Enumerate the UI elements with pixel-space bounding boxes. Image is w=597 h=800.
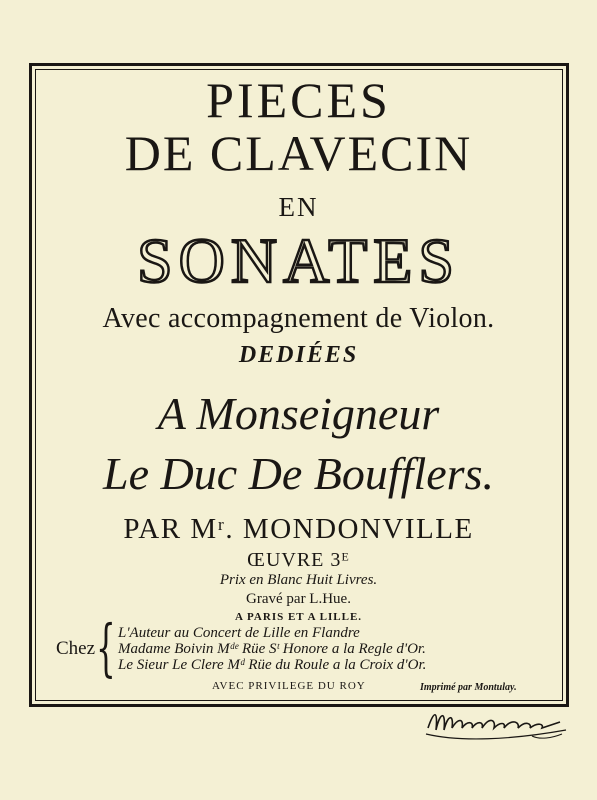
engraver-line: Gravé par L.Hue.	[246, 591, 351, 607]
author-line: PAR Mʳ. MONDONVILLE	[123, 513, 474, 545]
price-line: Prix en Blanc Huit Livres.	[219, 572, 378, 588]
signature	[420, 700, 570, 745]
title-line-en: EN	[278, 192, 319, 222]
dedication-line-1: A Monseigneur	[157, 388, 440, 439]
dedication-line-2: Le Duc De Boufflers.	[103, 448, 494, 499]
dedication-label: DEDIÉES	[238, 342, 359, 368]
seller-line: Le Sieur Le Clere Mᵈ Rüe du Roule a la Croix d'Or.	[118, 657, 427, 673]
seller-line: L'Auteur au Concert de Lille en Flandre	[118, 625, 360, 641]
subtitle: Avec accompagnement de Violon.	[102, 303, 495, 334]
title-line-clavecin: DE CLAVECIN	[124, 125, 473, 181]
privilege-line: AVEC PRIVILEGE DU ROY	[212, 680, 366, 692]
title-line-pieces: PIECES	[206, 72, 391, 128]
opus-line: ŒUVRE 3ᴱ	[247, 549, 350, 571]
title-line-sonates: SONATES	[137, 225, 460, 296]
printer-line: Imprimé par Montulay.	[420, 682, 517, 693]
brace-icon: {	[96, 611, 116, 684]
sellers-label: Chez	[56, 638, 96, 659]
seller-line: Madame Boivin Mᵈᵉ Rüe Sᵗ Honore a la Regle d'Or.	[118, 641, 426, 657]
place-line: A PARIS ET A LILLE.	[234, 611, 363, 623]
